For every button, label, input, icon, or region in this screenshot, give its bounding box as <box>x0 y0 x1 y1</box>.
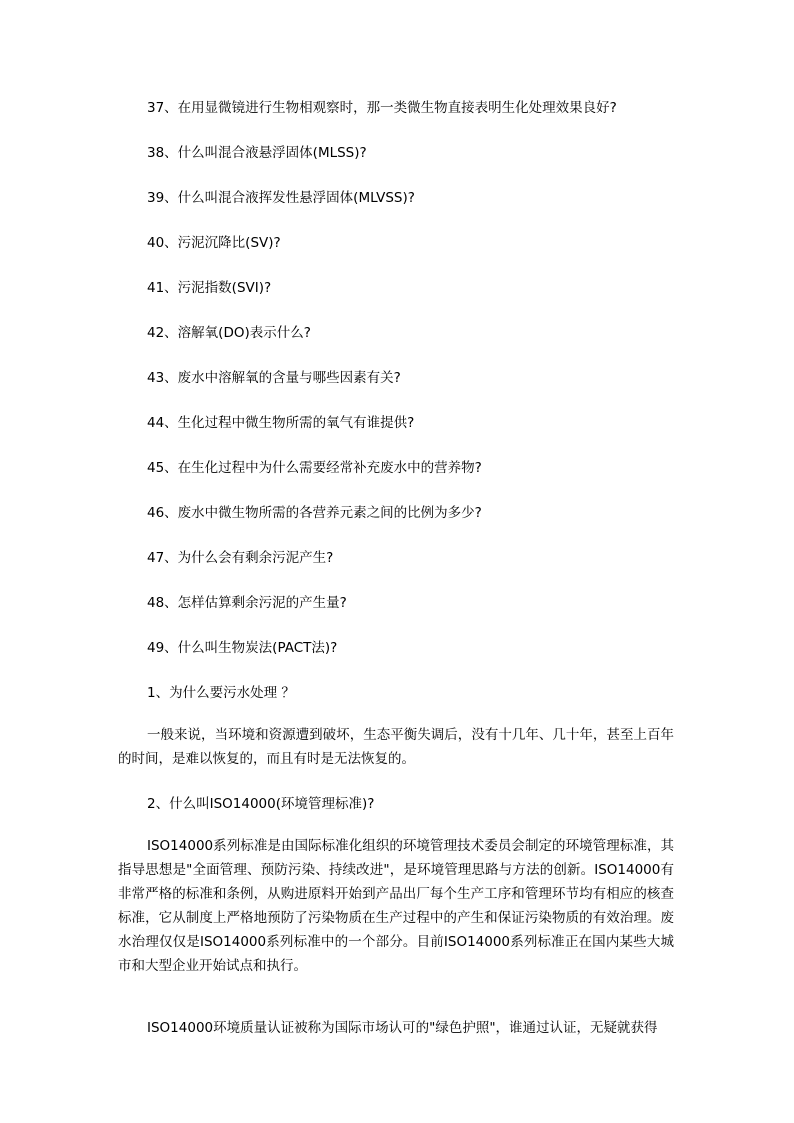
question-39: 39、什么叫混合液挥发性悬浮固体(MLVSS)? <box>147 190 415 206</box>
section-2-paragraph-continued: ISO14000环境质量认证被称为国际市场认可的"绿色护照"，谁通过认证，无疑就获得 <box>147 1020 658 1036</box>
question-42: 42、溶解氧(DO)表示什么? <box>147 325 311 341</box>
question-44: 44、生化过程中微生物所需的氧气有谁提供? <box>147 415 415 431</box>
question-43: 43、废水中溶解氧的含量与哪些因素有关? <box>147 370 401 386</box>
question-37: 37、在用显微镜进行生物相观察时，那一类微生物直接表明生化处理效果良好? <box>147 100 617 116</box>
question-49: 49、什么叫生物炭法(PACT法)? <box>147 640 338 656</box>
question-47: 47、为什么会有剩余污泥产生? <box>147 550 334 566</box>
question-41: 41、污泥指数(SVI)? <box>147 280 272 296</box>
section-1-paragraph: 一般来说，当环境和资源遭到破坏，生态平衡失调后，没有十几年、几十年，甚至上百年的时间，是难以恢复的，而且有时是无法恢复的。 <box>118 727 674 767</box>
question-48: 48、怎样估算剩余污泥的产生量? <box>147 595 347 611</box>
question-46: 46、废水中微生物所需的各营养元素之间的比例为多少? <box>147 505 482 521</box>
section-1-heading: 1、为什么要污水处理 ？ <box>147 685 295 701</box>
question-45: 45、在生化过程中为什么需要经常补充废水中的营养物? <box>147 460 482 476</box>
question-38: 38、什么叫混合液悬浮固体(MLSS)? <box>147 145 367 161</box>
question-40: 40、污泥沉降比(SV)? <box>147 235 281 251</box>
section-2-heading: 2、什么叫ISO14000(环境管理标准)? <box>147 796 375 812</box>
section-2-paragraph: ISO14000系列标准是由国际标准化组织的环境管理技术委员会制定的环境管理标准，其指导思想是"全面管理、预防污染、持续改进"，是环境管理思路与方法的创新。ISO14000有非常严格的标准和条例，从购进原料开始到产品出厂每个生产工序和管理环节均有相应的核查标准，它从制度上严格地预防了污染物质在生产过程中的产生和保证污染物质的有效治理。废水治理仅仅是ISO14000系列标准中的一个部分。目前ISO14000系列标准正在国内某些大城市和大型企业开始试点和执行。 <box>118 838 674 974</box>
